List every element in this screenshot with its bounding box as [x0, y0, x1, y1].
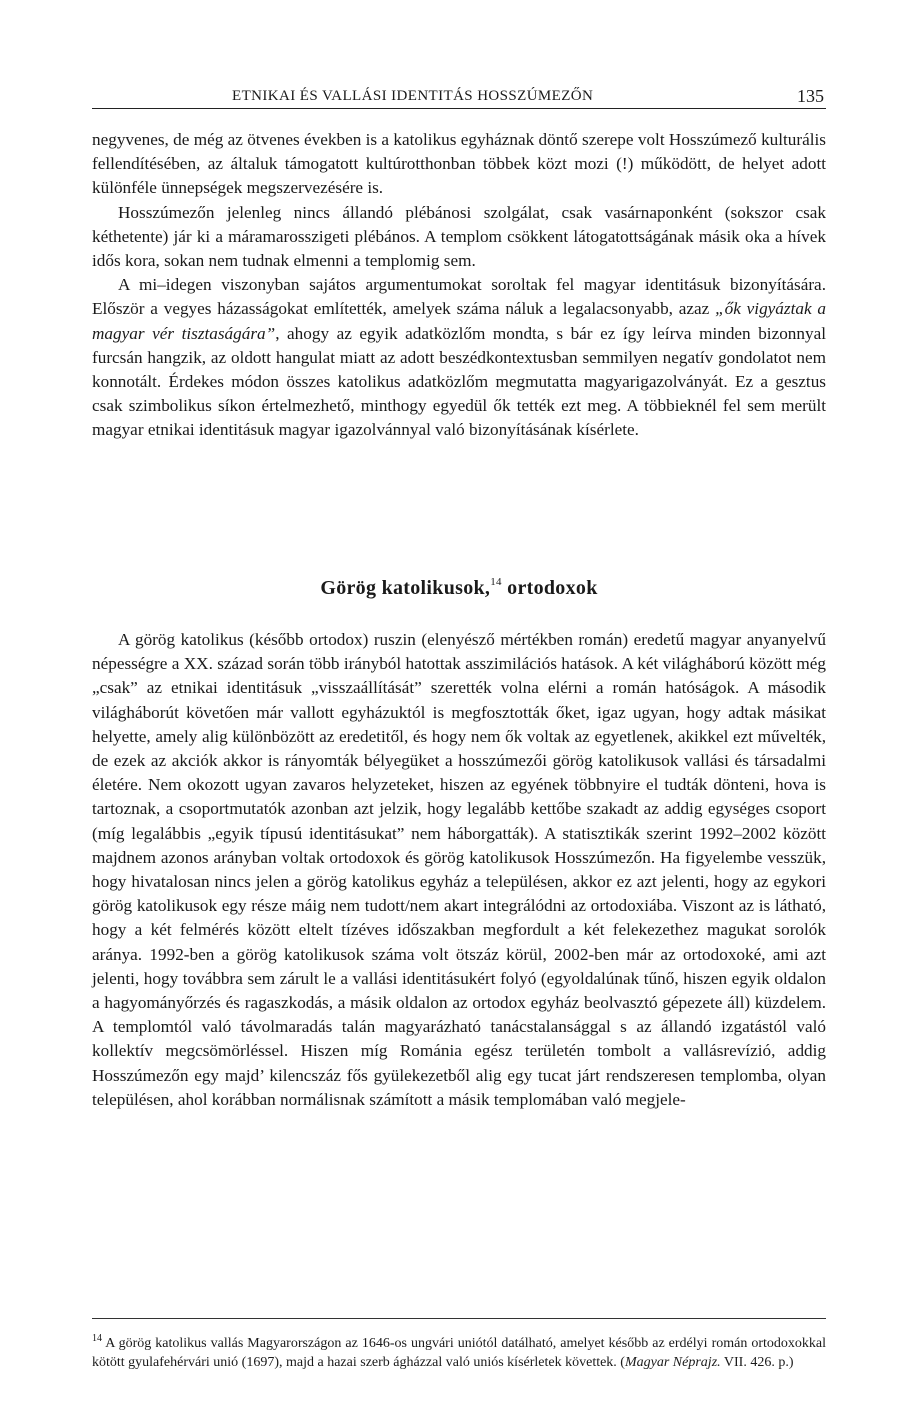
footnote-number: 14 [92, 1333, 102, 1344]
section-heading-tail: ortodoxok [501, 577, 598, 599]
section-heading [92, 576, 826, 600]
footnote-block [92, 1318, 826, 1372]
paragraph-3-text-b: , ahogy az egyik adatközlőm mondta, s bár ez így leírva minden bizonnyal furcsán hangzik, az oldott hangulat miatt az adott beszédkontextusban semmilyen negatív gondolatot nem konnotált. Érdekes módon összes katolikus adatközlőm megmutatta magyarigazolványát. Ez a gesztus csak szimbolikus síkon értelmezhető, minthogy egyedül ők tették ezt meg. A többieknél fel sem merült magyar etnikai identitásuk magyar igazolvánnyal való bizonyításának kísérlete. [92, 323, 826, 440]
running-header [92, 86, 826, 109]
section-body [92, 628, 826, 1112]
paragraph-3-text-a: A mi–idegen viszonyban sajátos argumentumokat soroltak fel magyar identitásuk bizonyítására. Először a vegyes házasságokat említették, amelyek száma náluk a legalacsonyabb, azaz [92, 275, 826, 319]
section-heading-text: Görög katolikusok, [320, 577, 491, 599]
paragraph-3-quote: „ők vigyáztak a magyar vér tisztaságára” [92, 299, 826, 343]
footnote-text-a: A görög katolikus vallás Magyarországon az 1646-os ungvári uniótól datálható, amelyet később az erdélyi román ortodoxokkal kötött gyulafehérvári unió (1697), majd a hazai szerb ágházzal való uniós kísérletek követtek. ( [92, 1336, 826, 1370]
footnote-separator [92, 1318, 826, 1319]
page-number: 135 [797, 86, 824, 106]
paragraph-2: Hosszúmezőn jelenleg nincs állandó plébánosi szolgálat, csak vasárnaponként (sokszor csak kéthetente) jár ki a máramarosszigeti plébános. A templom csökkent látogatottságának másik oka a hívek idős kora, sokan nem tudnak elmenni a templomig sem. [92, 202, 826, 271]
footnote-text-b: VII. 426. p.) [720, 1355, 794, 1370]
footnote-ref: 14 [490, 576, 502, 588]
section-paragraph-1: A görög katolikus (később ortodox) ruszin (elenyésző mértékben román) eredetű magyar anyanyelvű népességre a XX. század során több irányból hatottak asszimilációs hatások. A két világháború között még „csak” az etnikai identitásuk „visszaállítását” szerették volna elérni a román hatóságok. A második világháborút követően már vallott egyházuktól is megfosztották őket, igaz ugyan, hogy adtak másikat helyette, amely alig különbözött az eredetitől, és hogy nem ők voltak az egyetlenek, akikkel ezt művelték, de ezek az akciók akkor is rányomták bélyegüket a hosszúmezői görög katolikusok vallási és társadalmi életére. Nem okozott ugyan zavaros helyzeteket, hiszen az egyének többnyire el tudták dönteni, hova is tartoznak, a csoportmutatók azonban azt jelzik, hogy legalább kettőbe szakadt az addig egységes csoport (míg legalábbis „egyik típusú identitásukat” nem háborgatták). A statisztikák szerint 1992–2002 között majdnem azonos arányban voltak ortodoxok és görög katolikusok Hosszúmezőn. Ha figyelembe vesszük, hogy hivatalosan nincs jelen a görög katolikus egyház a településen, akkor ez azt jelenti, hogy az egykori görög katolikusok egy része máig nem tudott/nem akart integrálódni az ortodoxiába. Viszont az is látható, hogy a két felmérés között eltelt tízéves időszakban megfordult a két felekezethez magukat sorolók aránya. 1992-ben a görög katolikusok száma volt ötszáz körül, 2002-ben már az ortodoxoké, ami azt jelenti, hogy továbbra sem zárult le a vallási identitásukért folyó (egyoldalúnak tűnő, hiszen egyik oldalon a hagyományőrzés és ragaszkodás, a másik oldalon az ortodox egyház beolvasztó gépezete áll) küzdelem. A templomtól való távolmaradás talán magyarázható tanácstalansággal s az állandó izgatástól való kollektív megcsömörléssel. Hiszen míg Románia egész területén tombolt a vallásrevízió, addig Hosszúmezőn egy majd’ kilencszáz fős gyülekezetből alig egy tucat járt rendszeresen templomba, olyan településen, ahol korábban normálisnak számított a másik templomában való megjele- [92, 630, 826, 1109]
running-title: ETNIKAI ÉS VALLÁSI IDENTITÁS HOSSZÚMEZŐN [232, 88, 594, 104]
paragraph-3 [92, 273, 826, 442]
paragraph-1: negyvenes, de még az ötvenes években is a katolikus egyháznak döntő szerepe volt Hosszúmező kulturális fellendítésében, az általuk támogatott kultúrotthonban többek közt mozi (!) működött, de helyet adott különféle ünnepségek megszervezésére is. [92, 130, 826, 198]
footnote-citation: Magyar Néprajz. [624, 1355, 721, 1370]
body-text [92, 128, 826, 443]
